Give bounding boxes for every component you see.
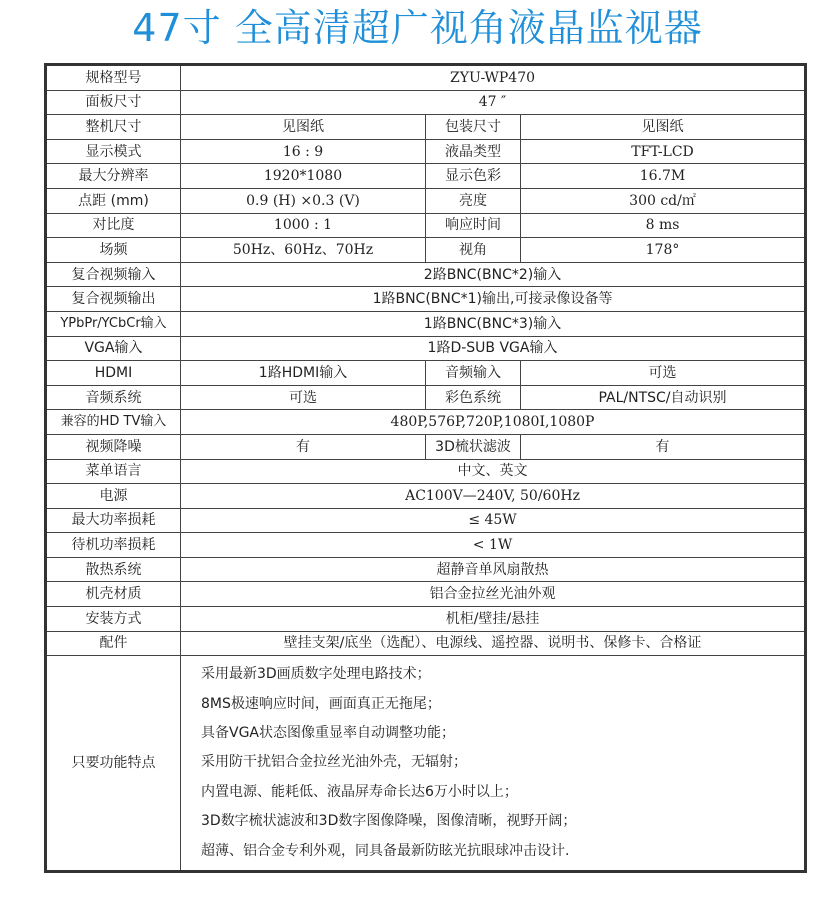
row-value: 0.9 (H) ×0.3 (V): [181, 188, 426, 213]
row-label: 待机功率损耗: [46, 533, 181, 558]
row-label: 视角: [426, 238, 521, 263]
table-row: [46, 188, 806, 213]
row-label: 面板尺寸: [46, 90, 181, 115]
row-value: ≤ 45W: [181, 508, 806, 533]
row-label: 复合视频输出: [46, 287, 181, 312]
table-row: [46, 115, 806, 140]
table-row: [46, 139, 806, 164]
row-value: 1路BNC(BNC*3)输入: [181, 311, 806, 336]
row-value: 见图纸: [521, 115, 806, 140]
row-value: 1路BNC(BNC*1)输出,可接录像设备等: [181, 287, 806, 312]
row-value: AC100V—240V, 50/60Hz: [181, 484, 806, 509]
feature-item: 采用防干扰铝合金拉丝光油外壳，无辐射；: [201, 754, 467, 771]
row-value: 50Hz、60Hz、70Hz: [181, 238, 426, 263]
row-value: 中文、英文: [181, 459, 806, 484]
table-row: [46, 607, 806, 632]
table-row: [46, 336, 806, 361]
features-label: 只要功能特点: [46, 656, 181, 872]
row-value: 机柜/壁挂/悬挂: [181, 607, 806, 632]
row-value: 480P,576P,720P,1080I,1080P: [181, 410, 806, 435]
row-value: < 1W: [181, 533, 806, 558]
row-label: 音频输入: [426, 361, 521, 386]
row-value: 8 ms: [521, 213, 806, 238]
row-value: 1路HDMI输入: [181, 361, 426, 386]
row-value: 300 cd/㎡: [521, 188, 806, 213]
row-value: 铝合金拉丝光油外观: [181, 582, 806, 607]
row-label: 最大分辨率: [46, 164, 181, 189]
row-label: VGA输入: [46, 336, 181, 361]
row-label: 最大功率损耗: [46, 508, 181, 533]
row-label: 机壳材质: [46, 582, 181, 607]
row-label: 规格型号: [46, 65, 181, 91]
row-value: 16 : 9: [181, 139, 426, 164]
row-label: 散热系统: [46, 557, 181, 582]
table-row: [46, 287, 806, 312]
row-label: 响应时间: [426, 213, 521, 238]
feature-item: 具备VGA状态图像重显率自动调整功能；: [201, 725, 456, 742]
row-label: 显示色彩: [426, 164, 521, 189]
table-row: [46, 434, 806, 459]
row-value: 有: [521, 434, 806, 459]
row-label: 对比度: [46, 213, 181, 238]
row-value: TFT-LCD: [521, 139, 806, 164]
row-value: 壁挂支架/底坐（选配）、电源线、遥控器、说明书、保修卡、合格证: [181, 631, 806, 656]
row-value: 见图纸: [181, 115, 426, 140]
table-row: [46, 361, 806, 386]
row-label: 场频: [46, 238, 181, 263]
row-label: 3D梳状滤波: [426, 434, 521, 459]
table-row: [46, 631, 806, 656]
row-label: 安装方式: [46, 607, 181, 632]
row-label: 包装尺寸: [426, 115, 521, 140]
table-row: [46, 262, 806, 287]
feature-item: 内置电源、能耗低、液晶屏寿命长达6万小时以上；: [201, 783, 518, 800]
row-value: 178°: [521, 238, 806, 263]
row-value: 1000 : 1: [181, 213, 426, 238]
feature-item: 超薄、铝合金专利外观，同具备最新防眩光抗眼球冲击设计.: [201, 842, 570, 859]
row-value: PAL/NTSC/自动识别: [521, 385, 806, 410]
row-label: YPbPr/YCbCr输入: [46, 311, 181, 336]
row-label: 彩色系统: [426, 385, 521, 410]
spec-table: [44, 63, 807, 873]
row-label: 配件: [46, 631, 181, 656]
table-row: [46, 557, 806, 582]
row-value: 有: [181, 434, 426, 459]
row-value: ZYU-WP470: [181, 65, 806, 91]
row-value: 可选: [521, 361, 806, 386]
table-row: [46, 459, 806, 484]
row-label: 兼容的HD TV输入: [46, 410, 181, 435]
table-row: [46, 508, 806, 533]
row-value: 可选: [181, 385, 426, 410]
row-value: 47 ″: [181, 90, 806, 115]
table-row: [46, 65, 806, 91]
row-label: 复合视频输入: [46, 262, 181, 287]
table-row: [46, 385, 806, 410]
features-list: [181, 656, 806, 872]
row-label: 亮度: [426, 188, 521, 213]
row-label: 整机尺寸: [46, 115, 181, 140]
table-row: [46, 311, 806, 336]
table-row: [46, 90, 806, 115]
row-label: 音频系统: [46, 385, 181, 410]
row-label: 显示模式: [46, 139, 181, 164]
table-row: [46, 484, 806, 509]
row-label: HDMI: [46, 361, 181, 386]
table-row: [46, 213, 806, 238]
row-label: 液晶类型: [426, 139, 521, 164]
row-label: 视频降噪: [46, 434, 181, 459]
row-value: 超静音单风扇散热: [181, 557, 806, 582]
row-label: 菜单语言: [46, 459, 181, 484]
row-value: 2路BNC(BNC*2)输入: [181, 262, 806, 287]
table-row: [46, 238, 806, 263]
feature-item: 采用最新3D画质数字处理电路技术；: [201, 666, 431, 683]
row-value: 16.7M: [521, 164, 806, 189]
table-row: [46, 164, 806, 189]
features-row: [46, 656, 806, 872]
table-row: [46, 533, 806, 558]
feature-item: 3D数字梳状滤波和3D数字图像降噪，图像清晰，视野开阔；: [201, 813, 577, 830]
table-row: [46, 410, 806, 435]
feature-item: 8MS极速响应时间，画面真正无拖尾；: [201, 695, 441, 712]
row-value: 1路D-SUB VGA输入: [181, 336, 806, 361]
row-value: 1920*1080: [181, 164, 426, 189]
row-label: 点距 (mm): [46, 188, 181, 213]
table-row: [46, 582, 806, 607]
page-title: 47寸 全高清超广视角液晶监视器: [132, 6, 703, 50]
row-label: 电源: [46, 484, 181, 509]
